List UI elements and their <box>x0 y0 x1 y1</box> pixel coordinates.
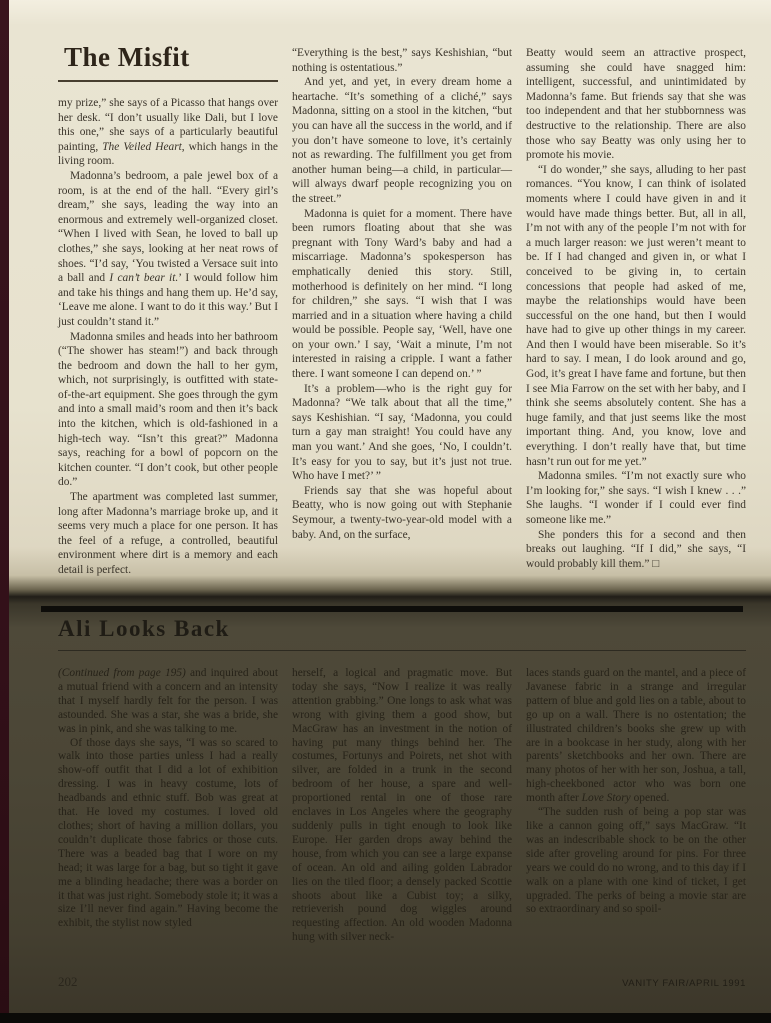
misfit-column-3-text <box>526 42 746 571</box>
magazine-page <box>9 0 771 1013</box>
ali-column-3 <box>526 667 746 945</box>
paragraph: Of those days she says, “I was so scared to walk into those parties unless I had a really show-off outfit that I did a lot of exhibition dressing. I was in heavy costume, lots of headbands and ethnic stuff. Bob was great at that. He loved my costumes. I loved old clothes; short of having a million dollars, you couldn’t duplicate those fabrics or those cuts. There was a beaded bag that I wore on my head; it was large for a bag, but so tight it gave me a blinding headache; there was a border on it that was just right. Somebody stole it; it was a size I’ll never find again.” Having become the exhibit, the stylist now styled <box>58 736 278 930</box>
ali-column-2 <box>292 667 512 945</box>
binding-edge <box>0 0 9 1023</box>
page-number: 202 <box>58 974 78 989</box>
ali-column-1 <box>58 667 278 945</box>
paragraph: Madonna’s bedroom, a pale jewel box of a room, is at the end of the hall. “Every girl’s dream,” she says, leading the way into an enormous and extremely well-organized closet. “When I lived with Sean, he loved to ball up clothes,” she says, looking at her neat rows of shoes. “I’d say, ‘You twisted a Versace suit into a ball and I can’t bear it.’ I would follow him and take his things and hang them up. He’d say, ‘Leave me alone. I want to do it this way.’ But I just couldn’t stand it.” <box>58 169 278 328</box>
misfit-article-title: The Misfit <box>64 42 190 72</box>
paragraph: “Everything is the best,” says Keshishian, “but nothing is ostentatious.” <box>292 47 512 74</box>
paragraph: (Continued from page 195) and inquired about a mutual friend with a concern and an intensity that I myself hardly felt for the person. I was astounded. She was a star, she was a bride, she was in pink, and she was talking to me. <box>58 667 278 735</box>
ali-column-2-text <box>292 667 512 945</box>
paragraph: Beatty would seem an attractive prospect, assuming she could have snagged him: intelligent, successful, and unintimidated by Madonna’s fame. But friends say that she was too independent and that her stubbornness was destructive to the relationship. There are also those who say Beatty was only using her to promote his movie. <box>526 47 746 162</box>
paragraph: And yet, and yet, in every dream home a heartache. “It’s something of a cliché,” says Madonna, sitting on a stool in the kitchen, “but you can have all the success in the world, and if you don’t have someone to love, it’s certainly not as rewarding. The fulfillment you get from another human being—a child, in particular—will always dwarf people recognizing you on the street.” <box>292 76 512 205</box>
misfit-column-2-text <box>292 42 512 542</box>
page-footer <box>58 974 746 990</box>
paragraph: It’s a problem—who is the right guy for Madonna? “We talk about that all the time,” says Keshishian. “I say, ‘Madonna, you could turn a gay man straight! You could have any man you want.’ And she goes, ‘No, I couldn’t. It’s easy for you to say, but it’s just not true. Who have I met?’ ” <box>292 382 512 483</box>
article-the-misfit <box>58 42 746 578</box>
paragraph: “I do wonder,” she says, alluding to her past romances. “You know, I can think of isolated moments where I could have given in and it would have made things better. But, all in all, I’m not with any of the people I’m not with for a much larger reason: we just weren’t meant to be. If I had changed and given in, or what I conceived to be giving in, to certain concessions that people had asked of me, maybe the relationships would have been successful on the one hand, but then I would have had to give up other things in my career. And then I would have been miserable. So it’s hard to say. I mean, I do look around and go, God, it’s great I have fame and fortune, but then I see Mia Farrow on the set with her baby, and I think she seems absolutely content. She has a huge family, and that just seems like the most important thing. And, you know, love and everything. I don’t really have that, but time hasn’t run out for me yet.” <box>526 163 746 468</box>
ali-column-1-text <box>58 667 278 931</box>
paragraph: my prize,” she says of a Picasso that hangs over her desk. “I don’t usually like Dali, but I love this one,” she says of a particularly beautiful painting, The Veiled Heart, which hangs in the living room. <box>58 97 278 168</box>
scan-bottom-edge <box>0 1013 771 1023</box>
paragraph: laces stands guard on the mantel, and a piece of Javanese fabric in a strange and irregular pattern of blue and gold lies on a table, about to go up on a wall. There is no ostentation; the illustrated children’s books she grew up with are in a bookcase in her study, along with her parents’ sketchbooks and her own. There are many photos of her with her son, Joshua, a tall, high-cheekboned actor who was born one month after Love Story opened. <box>526 667 746 805</box>
paragraph: Madonna smiles. “I’m not exactly sure who I’m looking for,” she says. “I wish I knew . . .” She laughs. “I wonder if I could ever find someone like me.” <box>526 470 746 526</box>
ali-title-rule <box>58 650 746 651</box>
paragraph: Madonna smiles and heads into her bathroom (“The shower has steam!”) and back through the bedroom and down the hall to her gym, which, not surprisingly, is outfitted with state-of-the-art equipment. She goes through the gym and into a small maid’s room and then it’s back into the kitchen, which is old-fashioned in a high-tech way. “Isn’t this great?” Madonna says, reaching for a bowl of popcorn on the kitchen counter. “I don’t cook, but other people do.” <box>58 330 278 489</box>
magazine-issue-label: VANITY FAIR/APRIL 1991 <box>622 978 746 989</box>
article-ali-looks-back <box>58 667 746 945</box>
misfit-column-2 <box>292 42 512 578</box>
ali-article-title: Ali Looks Back <box>58 616 230 641</box>
paragraph: Madonna is quiet for a moment. There have been rumors floating about that she was pregnant with Tony Ward’s baby and had a miscarriage. Madonna’s spokesperson has emphatically denied this story. Still, motherhood is definitely on her mind. “I long for children,” she says. “I wish that I was married and in a situation where having a child would be possible. People say, ‘Well, have one on your own.’ I say, ‘Wait a minute, I’m not interested in raising a cripple. I want a father there. I want someone I can depend on.’ ” <box>292 207 512 381</box>
paragraph: Friends say that she was hopeful about Beatty, who is now going out with Stephanie Seymour, a twenty-two-year-old model with a baby. And, on the surface, <box>292 484 512 541</box>
paragraph: The apartment was completed last summer, long after Madonna’s marriage broke up, and it seems very much a place for one person. It has the feel of a refuge, a controlled, beautiful environment where dirt is a memory and each detail is perfect. <box>58 491 278 576</box>
paragraph: herself, a logical and pragmatic move. But today she says, “Now I realize it was really attention grabbing.” One longs to ask what was wrong with giving them a good show, but MacGraw has an investment in the notion of having put many things behind her. The costumes, Fortunys and Poirets, net shot with silver, are folded in a trunk in the second bedroom of her house, a spare and well-proportioned rental in one of those rare enclaves in Los Angeles where the geography suddenly pulls in tight enough to look like Europe. Her garden drops away behind the house, from which you can see a large expanse of ocean. An old and ailing golden Labrador lies on the tiled floor; a densely packed Scottie shoots about like a Cubist toy; a silky, retrieverish pound dog wiggles around requesting affection. An old wooden Madonna hung with silver neck- <box>292 667 512 944</box>
paragraph: She ponders this for a second and then breaks out laughing. “If I did,” she says, “I would probably kill them.” □ <box>526 528 746 570</box>
misfit-column-3 <box>526 42 746 578</box>
paragraph: “The sudden rush of being a pop star was like a cannon going off,” says MacGraw. “It was an indescribable shock to be on the other side after groveling around for pins. For three years we could do no wrong, and to this day if I walk on a plane with one kind of ticket, I get upgraded. The perks of being a movie star are so extraordinary and so spoil- <box>526 806 746 916</box>
section-divider-bar <box>41 606 743 612</box>
misfit-column-1-text <box>58 96 278 578</box>
misfit-column-1 <box>58 42 278 578</box>
ali-column-3-text <box>526 667 746 917</box>
title-rule <box>58 80 278 82</box>
